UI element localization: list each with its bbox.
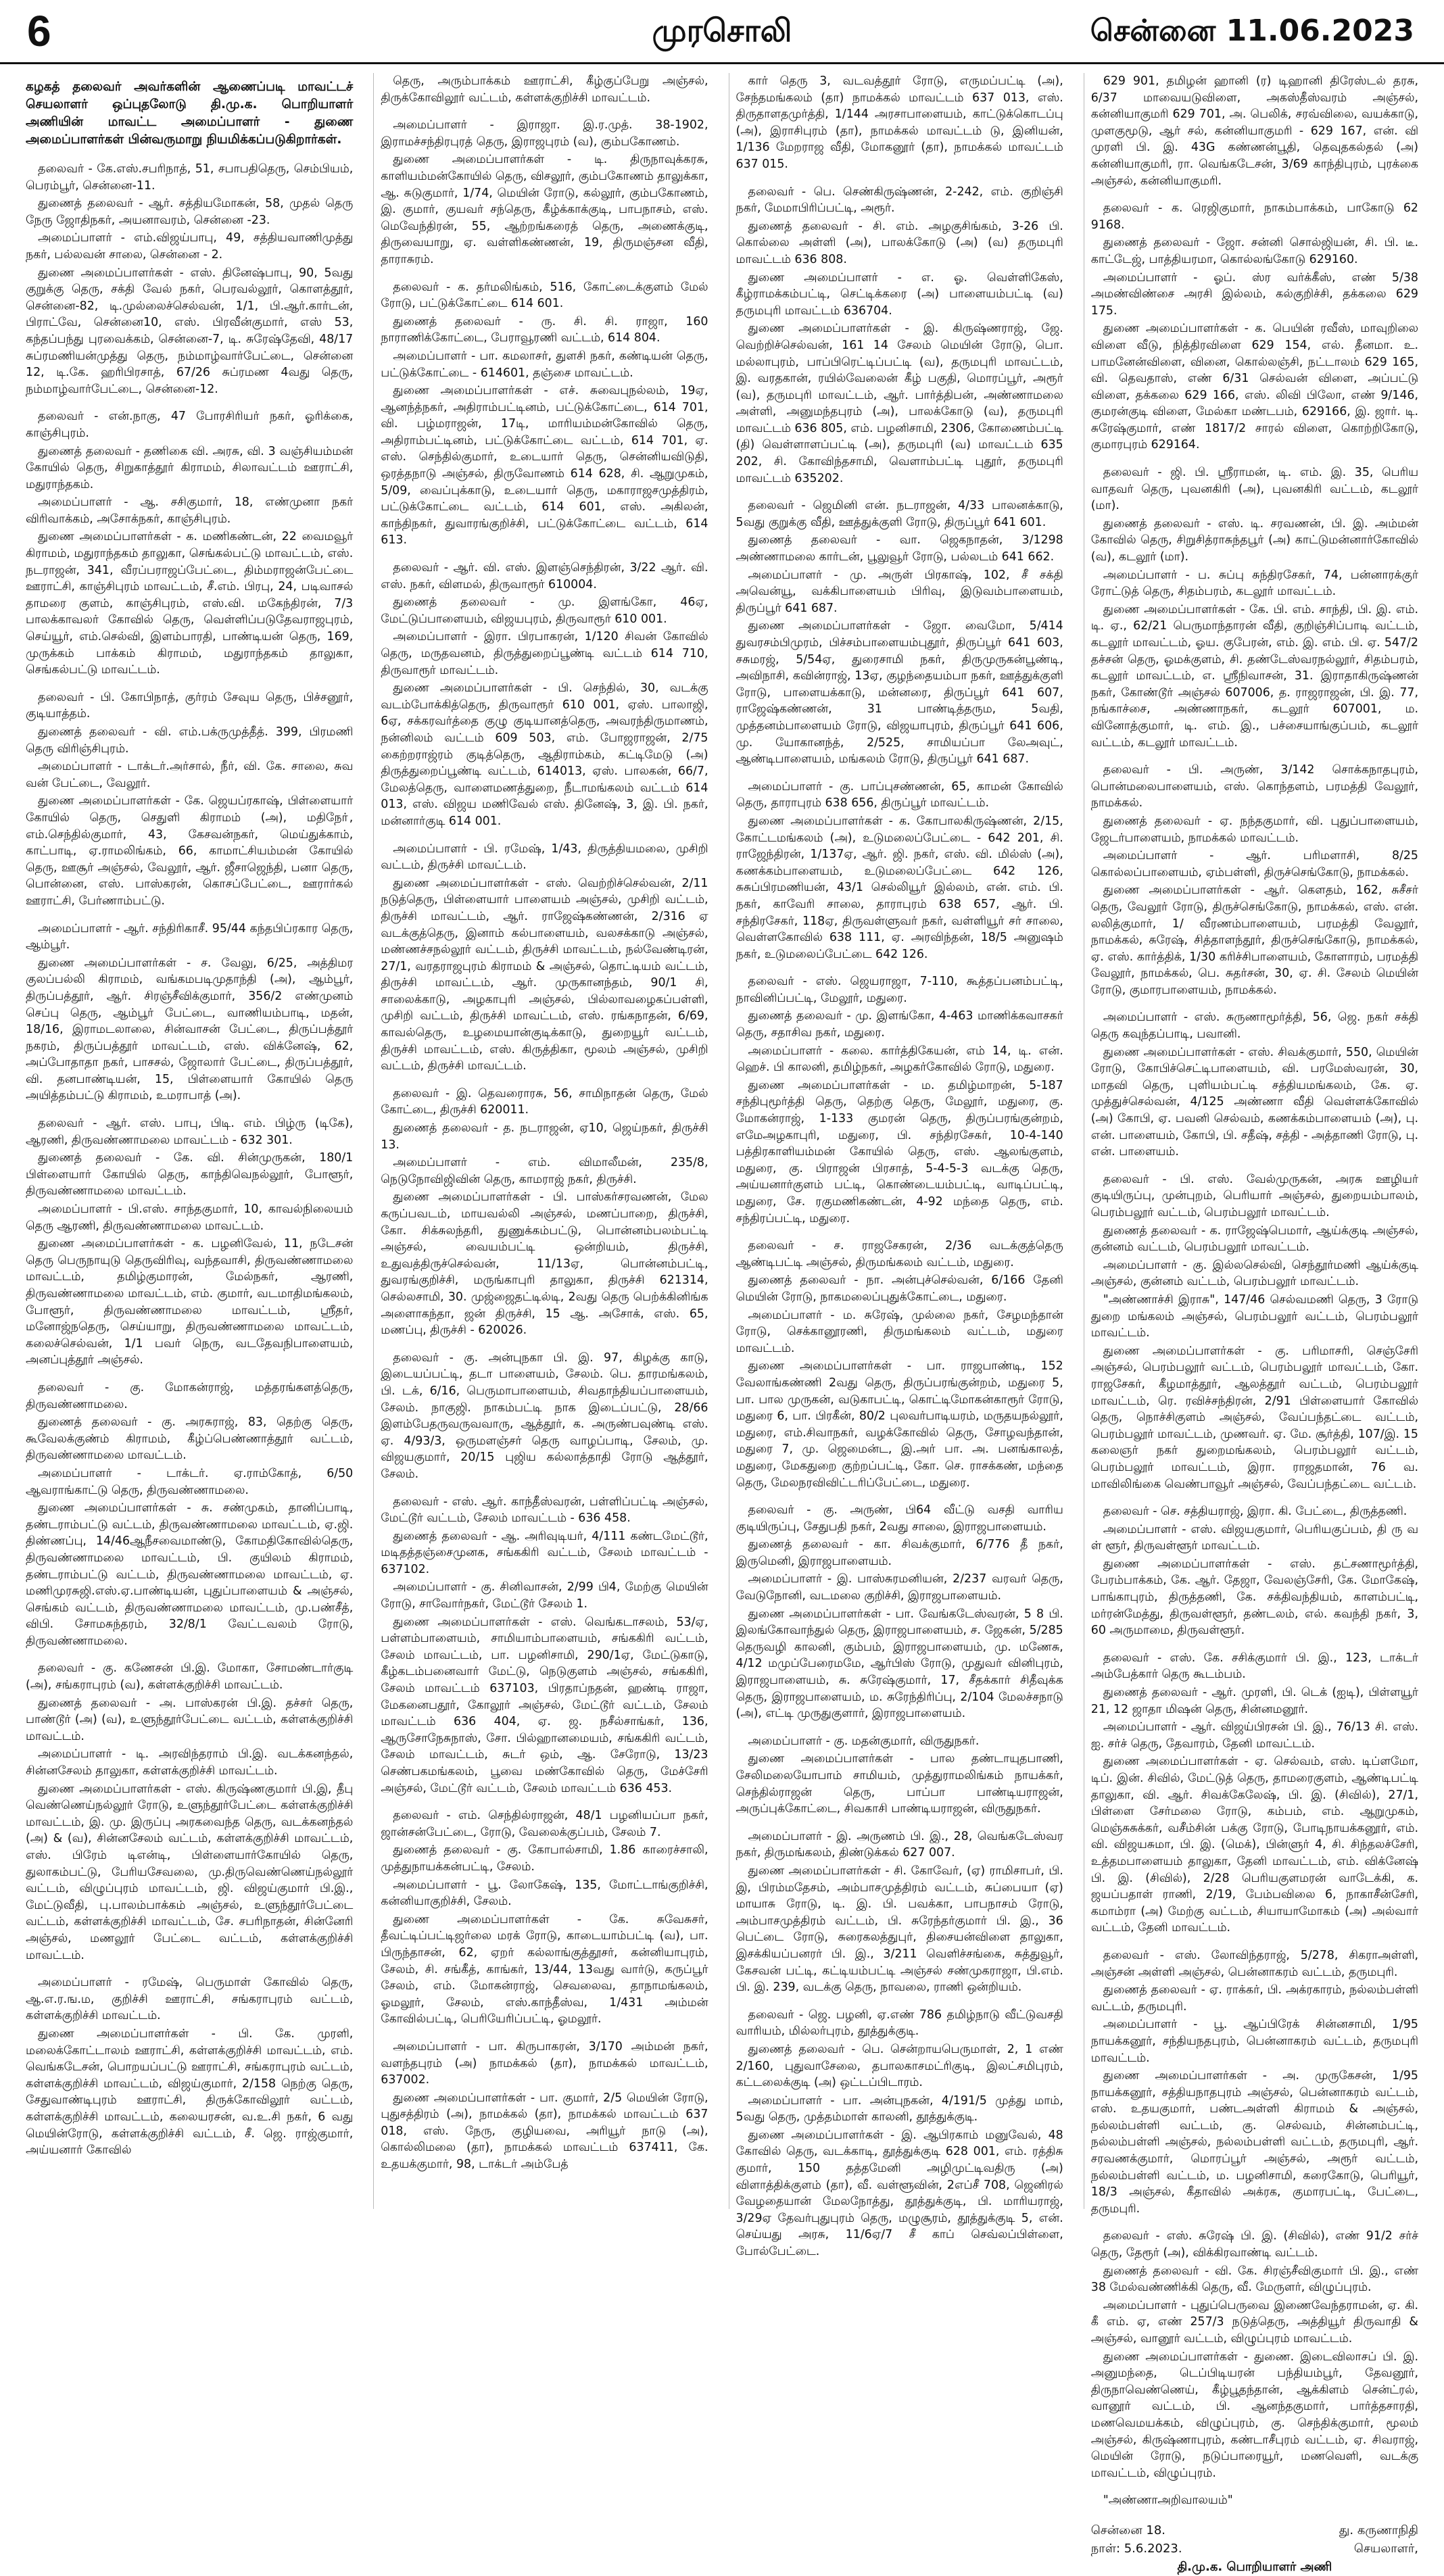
section-gap <box>736 1997 1063 2007</box>
column-3 <box>729 73 1063 2259</box>
page-number: 6 <box>27 7 51 55</box>
listing-paragraph: தலைவர் - கு. அருண், பி64 வீட்டு வசதி வாரிய குடியிருப்பு, சேதுபதி நகர், 2வது சாலை, இராஜபாளையம். <box>736 1503 1063 1534</box>
section-gap <box>1091 752 1418 762</box>
listing-paragraph: தலைவர் - கு. கணேசன் பி.இ. மோகா, சோமண்டார்குடி (அ), சங்கராபுரம் (வ), கள்ளக்குறிச்சி மாவட்டம். <box>26 1661 354 1693</box>
listing-paragraph: தலைவர் - எஸ். சுரேஷ் பி. இ. (சிவில்), எண் 91/2 சர்ச் தெரு, தேரூர் (அ), விக்கிரவாண்டி வட்டம். <box>1090 2229 1418 2260</box>
section-gap <box>381 1484 708 1494</box>
listing-paragraph: தலைவர் - ஆர். வி. எஸ். இளஞ்செந்திரன், 3/22 ஆர். வி. எஸ். நகர், விளமல், திருவாரூர் 610004. <box>381 561 708 591</box>
listing-paragraph: தலைவர் - க. தர்மலிங்கம், 516, கோட்டைக்குளம் மேல் ரோடு, பட்டுக்கோட்டை 614 601. <box>381 280 708 311</box>
section-gap <box>381 1076 708 1086</box>
listing-paragraph: துணைத் தலைவர் - வி. எம்.பக்ருமுத்தீத். 399, பிரமணி தெரு விரிஞ்சிபுரம். <box>26 725 354 756</box>
section-gap <box>1091 1494 1418 1503</box>
listing-paragraph: துணைத் தலைவர் - ஆர். சத்தியமோகன், 58, முதல் தெரு நேரு ஜோதிநகர், அயனாவரம், சென்னை -23. <box>26 197 354 227</box>
listing-paragraph: அமைப்பாளர் - கு. மதன்குமார், விருதுநகர். <box>748 1734 980 1748</box>
listing-paragraph: துணைத் தலைவர் - வி. கே. சிரஞ்சீவிகுமார் பி. இ., எண் 38 மேல்வண்ணிக்கி தெரு, வீ. மேருளர், விழுப்புரம். <box>1090 2264 1418 2295</box>
listing-paragraph: துணை அமைப்பாளர்கள் - பி. பாஸ்கர்சரவணன், மேல கருப்பவடம், மாயவல்லி அஞ்சல், மணப்பாறை, திருச்சி, கோ. சிக்சுலந்தரி, துணுக்கம்பட்டு, பொன்னம்பலம்பட்டி அஞ்சல், வையம்பட்டி ஒன்றியம், திருச்சி, உதுவத்திருச்செல்வன், 11/13ஏ, பொன்னம்பட்டி, துவரங்குறிச்சி, மருங்காபுரி தாலுகா, திருச்சி 621314, செல்லசாமி, 30. முஜ்ஜைதட்டில்டி, 2வது தெரு பெற்க்கினிங்க அளைாகந்தா, ஜன் திருச்சி, 15 ஆ. அசோக், எஸ். 65, மணப்பு, திருச்சி - 620026. <box>381 1190 708 1338</box>
listing-paragraph: தலைவர் - கே.எஸ்.சபரிநாத், 51, சபாபதிதெரு, செம்பியம், பெரம்பூர், சென்னை-11. <box>26 162 354 193</box>
listing-paragraph: துணைத் தலைவர் - ஆ. அரிவுடியர், 4/111 கண்டமேட்டூர், மடிதத்தஞ்சைமுனக, சங்ககிரி வட்டம், சேலம் மாவட்டம் - 637102. <box>381 1529 708 1576</box>
listing-paragraph: துணைத் தலைவர் - ஜோ. சன்னி சொல்ஜியன், சி. பி. டீ. காட்டேஜ், பாத்தியரமா, கொல்லங்கோடு 629160. <box>1090 236 1418 266</box>
listing-paragraph: "அண்ணாஅறிவாலயம்" <box>1103 2494 1233 2508</box>
listing-paragraph: 629 901, தமிழன் ஹானி (ர) டிஹானி திரேஸ்டல் தரசு, 6/37 மாவையடுவிளை, அகஸ்தீஸ்வரம் அஞ்சல், கன்னியாகுமரி 629 701, அ. பெலிக், சரவ்விலை, வயக்காடு, முளகுமூடு, ஆர் சல், கன்னியாகுமரி - 629 167, என். வி முரளி பி. இ. 43G கண்ணன்பூதி, தெவுதகல்தல் (அ) கன்னியாகுமரி, ரா. வெங்கடேசன், 3/69 காந்திபுரம், புரக்கை அஞ்சல், கன்னியாகுமரி. <box>1090 74 1418 188</box>
section-gap <box>381 270 708 279</box>
listing-paragraph: தலைவர் - க. ரெஜிகுமார், நாகம்பாக்கம், பாகோடு 62 9168. <box>1090 201 1418 232</box>
listing-paragraph: துணை அமைப்பாளர்கள் - எஸ். வெற்றிச்செல்வன், 2/11 நடுத்தெரு, பிள்ளையார் பாளையம் அஞ்சல், முசிறி வட்டம், திருச்சி மாவட்டம், ஆர். ராஜேஷ்கண்ணன், 2/316 ஏ வடக்குத்தெரு, இனாம் கல்பாளையம், வலசக்காடு அஞ்சல், மண்ணச்சநல்லூர் வட்டம், திருச்சி மாவட்டம், நல்வேண்டிரன், 27/1, வரதராஜபுரம் கிராமம் & அஞ்சல், தொட்டியம் வட்டம், திருச்சி மாவட்டம், ஆர். முருகானந்தம், 90/1 சி, சாலைக்காடு, அழகாபுரி அஞ்சல், பில்லாவழைகப்பள்ளி, முசிறி வட்டம், திருச்சி மாவட்டம், எஸ். ரங்கநாதன், 6/69, காவல்தெரு, உழமையான்குடிக்காடு, துறையூர் வட்டம், திருச்சி மாவட்டம், எஸ். கிருத்திகா, மூலம் அஞ்சல், முசிறி வட்டம், திருச்சி மாவட்டம். <box>381 876 708 1073</box>
listing-paragraph: துணைத் தலைவர் - கே. வி. சின்முருகன், 180/1 பிள்ளையார் கோயில் தெரு, காந்திவெநல்லூர், போளூர், திருவண்ணாமலை மாவட்டம். <box>26 1151 354 1198</box>
listing-paragraph: துணைத் தலைவர் - மு. இளங்கோ, 4-463 மாணிக்கவாசகர் தெரு, சதாசிவ நகர், மதுரை. <box>736 1009 1063 1040</box>
listing-paragraph: தெரு, அரும்பாக்கம் ஊராட்சி, கீழ்குப்பேறு அஞ்சல், திருக்கோவிலூர் வட்டம், கள்ளக்குறிச்சி மாவட்டம். <box>381 74 708 105</box>
listing-paragraph: தலைவர் - ஆர். எஸ். பாபு, பிடி. எம். பிழ்ரு (டிகே), ஆரணி, திருவண்ணாமலை மாவட்டம் - 632 301. <box>26 1117 354 1147</box>
listing-paragraph: துணைத் தலைவர் - சி. எம். அழகுசிங்கம், 3-26 பி. கொல்லை அள்ளி (அ), பாலக்கோடு (அ) (வ) தருமபுரி மாவட்டம் 636 808. <box>736 219 1063 266</box>
listing-paragraph: அமைப்பாளர் - ம. சுரேஷ், முல்லை நகர், சேழமந்தான் ரோடு, செக்கானூரணி, திருமங்கலம் வட்டம், மதுரை மாவட்டம். <box>736 1308 1063 1355</box>
listing-paragraph: துணை அமைப்பாளர்கள் - க. மணிகண்டன், 22 வைமவூர் கிராமம், மதுராந்தகம் தாலுகா, செங்கல்பட்டு மாவட்டம், எஸ். நடராஜன், 341, வீரப்பராஜப்பேட்டை, திம்மராஜன்பேட்டை ஊராட்சி, காஞ்சிபுரம் மாவட்டம், சீ.எம். பிரபு, 24, படிவாசல் தாமரை குளம், காஞ்சிபுரம், எஸ்.வி. மகேந்திரன், 7/3 பாலக்காவலர் கோவில் தெரு, வெள்ளிப்படுதேவராஜபுரம், செய்யூர், எம்.செல்வி, இளம்பாரதி, பாண்டியன் தெரு, 169, முருக்கம் பாக்கம் கிராமம், மதுராந்தகம் தாலுகா, செங்கல்பட்டு மாவட்டம். <box>26 530 354 677</box>
listing-paragraph: தலைவர் - கு. அன்புநகா பி. இ. 97, கிழக்கு காடு, இடையப்பட்டி, தடா பாளையம், சேலம். பெ. தாரமங்கலம், பி. டக், 6/16, பெருமாபாளையம், சிவதாந்தியப்பாளையம், சேலம். நாகுஜி. நாகம்பட்டி நாக இடைப்பட்டு, 28/66 இளம்பேதருவருவவாரு, ஆத்தூர், க. அருண்பவுண்டி எஸ். ஏ. 4/93/3, ஒருமளஞ்சர் தெரு வாழப்பாடி, சேலம், மு. விஜயகுமார், 20/15 புஜிய கல்லாத்தாதி ரோடு ஆத்தூர், சேலம். <box>381 1351 708 1481</box>
listing-paragraph: அமைப்பாளர் - கு. சினிவாசன், 2/99 பி4, மேற்கு மெயின் ரோடு, சாவோர்நகர், மேட்டூர் சேலம் 1. <box>381 1580 708 1611</box>
section-gap <box>1091 1162 1418 1171</box>
page-header <box>0 0 1444 64</box>
announcement-intro: கழகத் தலைவர் அவர்களின் ஆணைப்படி மாவட்டச் செயலாளர் ஒப்புதலோடு தி.மு.க. பொறியாளர் அணியின் மாவட்ட அமைப்பாளர் - துணை அமைப்பாளர்கள் பின்வருமாறு நியமிக்கப்படுகிறார்கள். <box>26 80 354 147</box>
signatory-post: செயலாளர், <box>1353 2541 1418 2556</box>
listing-paragraph: துணை அமைப்பாளர்கள் - கே. பி. எம். சாந்தி, பி. இ. எம். டி. ஏ., 62/21 பெருமாந்தாரன் வீதி, குறிஞ்சிப்பாடி வட்டம், கடலூர் மாவட்டம், ஓய. குபேரன், எம். இ. எம். பி. ஏ. 547/2 தச்சன் தெரு, ஓமக்குளம், சி. தண்டேஸ்வரநல்லூர், சிதம்பரம், கடலூர் மாவட்டம், எ. ஸ்ரீநிவாசன், 31. இராதாகிருஷ்ணன் நகர், கோண்டூர் அஞ்சல் 607006, த. ராஜராஜன், பி. இ. 77, நங்காச்சை, அண்ணாநகர், கடலூர் 607001, ம. வினோத்குமார், டி. எம். இ., பச்சையாங்குப்பம், கடலூர் வட்டம், கடலூர் மாவட்டம். <box>1090 602 1418 750</box>
listing-paragraph: தலைவர் - ஜெமினி என். நடராஜன், 4/33 பாலனக்காடு, 5வது குறுக்கு வீதி, ஊத்துக்குளி ரோடு, திருப்பூர் 641 601. <box>736 499 1063 529</box>
listing-paragraph: அமைப்பாளர் - கு. பாப்புசண்ணன், 65, காமன் கோவில் தெரு, தாராபுரம் 638 656, திருப்பூர் மாவட்டம். <box>736 779 1063 810</box>
section-gap <box>1091 1938 1418 1947</box>
section-gap <box>381 1798 708 1807</box>
listing-paragraph: "அண்ணாச்சி இராசு", 147/46 செல்வமணி தெரு, 3 ரோடு துறை மங்கலம் அஞ்சல், பெரம்பலூர் வட்டம், பெரம்பலூர் மாவட்டம். <box>1090 1292 1418 1340</box>
listing-paragraph: துணை அமைப்பாளர்கள் - எஸ். கிருஷ்ணகுமார் பி.இ, தீபு வெண்ணெய்நல்லூர் ரோடு, உளுந்தூர்பேட்டை கள்ளக்குறிச்சி மாவட்டம், இ. மு. இருப்பு அரகவைந்த தெரு, வடக்கனந்தல் (அ) & (வ), சின்னசேலம் வட்டம், கள்ளக்குறிச்சி மாவட்டம், எஸ். பிரேம் டிஎன்டி, பிள்ளையார்கோயில் தெரு, துலாகம்பட்டு, பேரியசேவலை, மு.திருவெண்ணெய்நல்லூர் வட்டம், விழுப்புரம் மாவட்டம், ஜி. விஜய்குமார் பி.இ., மேட்டுவீதி, பு.பாலம்பாக்கம் அஞ்சல், உளுந்தூர்பேட்டை வட்டம், கள்ளக்குறிச்சி மாவட்டம், சே. சபரிநாதன், சின்னேரி அஞ்சல், மணலூர் பேட்டை வட்டம், கள்ளக்குறிச்சி மாவட்டம். <box>26 1782 354 1962</box>
listing-paragraph: துணை அமைப்பாளர்கள் - அ. முருகேசன், 1/95 நாயக்கனூர், சத்தியநாதபுரம் அஞ்சல், பென்னாகரம் வட்டம், எஸ். உதயகுமார், பண்டஅள்ளி கிராமம் & அஞ்சல், நல்லம்பள்ளி வட்டம், கு. செல்வம், சின்னம்பட்டி, நல்லம்பள்ளி அஞ்சல், நல்லம்பள்ளி வட்டம், தருமபுரி, ஆர். சரவணக்குமார், மொரப்பூர் அஞ்சல், அரூர் வட்டம், நல்லம்பள்ளி வட்டம், ம. பழனிசாமி, கரைகோடு, பெரியூர், 18/3 அஞ்சல், கீதாவில் அக்ரக, குமாரபட்டி, பேட்டை, தருமபுரி. <box>1090 2069 1418 2216</box>
listing-paragraph: அமைப்பாளர் - ஆர். பரிமளாசி, 8/25 கொல்லப்பாளையம், ஏம்பள்ளி, திருச்செங்கோடு, நாமக்கல். <box>1090 849 1418 879</box>
listing-paragraph: அமைப்பாளர் - ஆர். விஜய்பிரசன் பி. இ., 76/13 சி. எஸ். ஐ. சர்ச் தெரு, தேவாரம், தேனி மாவட்டம். <box>1090 1720 1418 1751</box>
signature-block <box>1091 2521 1418 2576</box>
section-gap <box>381 1340 708 1350</box>
section-gap <box>26 1965 353 1974</box>
listing-paragraph: துணை அமைப்பாளர்கள் - கு. பரிமாசரி, செஞ்சேரி அஞ்சல், பெரம்பலூர் வட்டம், பெரம்பலூர் மாவட்டம், கோ. ராஜசேகர், கீழமாத்தூர், ஆலத்தூர் வட்டம், பெரம்பலூர் மாவட்டம், ரெ. ரவிச்சந்திரன், 2/91 பிள்ளையார் கோவில் தெரு, நொச்சிகுளம் அஞ்சல், வேப்பந்தட்டை வட்டம், பெரம்பலூர் மாவட்டம், முணவர். ஏ. மே. சூர்த்தி, 107/இ. 15 கலைஞர் நகர் துறைமங்கலம், பெரம்பலூர் வட்டம், பெரம்பலூர் மாவட்டம், இரா. ராஜதமான், 76 வ. மாவிலிங்கை வெண்பாவூர் அஞ்சல், வேப்பந்தட்டை வட்டம். <box>1090 1344 1418 1491</box>
column-body <box>736 73 1063 2260</box>
listing-paragraph: துணைத் தலைவர் - மு. இளங்கோ, 46ஏ, மேட்டுப்பாளையம், விஜயபுரம், திருவாரூர் 610 001. <box>381 596 708 626</box>
section-gap <box>1091 2483 1418 2492</box>
section-gap <box>736 1228 1063 1238</box>
section-gap <box>381 2029 708 2039</box>
signature-row-2 <box>1091 2539 1418 2558</box>
section-gap <box>736 964 1063 973</box>
listing-paragraph: அமைப்பாளர் - எஸ். விஜயகுமார், பெரியகுப்பம், தி ரு வ ள் ளூர், திருவள்ளூர் மாவட்டம். <box>1090 1522 1418 1553</box>
listing-paragraph: துணை அமைப்பாளர்கள் - துணை. இடைவிலாசப் பி. இ. அனுமந்தை, டெப்பிடியரன் பந்தியம்பூர், தேவனூர், திருநாவெண்ணெய், கீழ்பூதந்தான், ஆக்கிளம் சென்ட்ரல், வானூர் வட்டம், பி. ஆனந்தகுமார், பார்த்தசாரதி, மணவெமயக்கம், விழுப்புரம், கு. செந்திக்குமார், மூலம் அஞ்சல், கிருஷ்ணாபுரம், கண்டாசீபுரம் வட்டம், ஏ. சிவராஜ், மெயின் ரோடு, நடுப்பாரையூர், மணவெளி, வடக்கு மாவட்டம், விழுப்புரம். <box>1090 2350 1418 2480</box>
listing-paragraph: தலைவர் - என்.நாகு, 47 போரசிரியர் நகர், ஓரிக்கை, காஞ்சிபுரம். <box>26 410 354 440</box>
section-gap <box>736 1724 1063 1733</box>
listing-paragraph: துணை அமைப்பாளர் - எ. ஓ. வெள்ளிகேஸ், கீழ்ராமக்கம்பட்டி, செட்டிக்கரை (அ) பாளையம்பட்டி (வ) தருமபுரி மாவட்டம் 636704. <box>736 270 1063 318</box>
section-gap <box>26 680 353 689</box>
listing-paragraph: துணைத் தலைவர் - வா. ஜெகநாதன், 3/1298 அண்ணாமலை கார்டன், பூலுவூர் ரோடு, பல்லடம் 641 662. <box>736 533 1063 564</box>
listing-paragraph: துணை அமைப்பாளர்கள் - கே. ஜெயப்ரகாஷ், பிள்ளையார் கோயில் தெரு, செதுளி கிராமம் (அ), மதிநோ், எம்.செந்தில்குமார், 43, கேசவன்நகர், மெய்துக்காம், காட்பாடி, ஏ.ராமலிங்கம், 66, காமாட்சியம்மன் கோயில் தெரு, ஊசூர் அஞ்சல், வேலூர், ஆர். ஜீசாஜெந்தி, பனா தெரு, பொன்னை, எஸ். பாஸ்கரன், கொசப்பேட்டை, ஊரார்கல் ஊராட்சி, பேர்ணாம்பட்டு. <box>26 794 354 908</box>
signatory-name: து. கருணாநிதி <box>1339 2523 1418 2537</box>
listing-paragraph: துணை அமைப்பாளர்கள் - பா. வேங்கடேஸ்வரன், 5 8 பி. இலங்கோவாந்துல் தெரு, இராஜபாளையம், ச. ஜேகன், 5/285 தெருவழி காலனி, கும்பம், இராஜபாளையம், மு. மணேசு, 4/12 மமுப்பேரைமமே, ஆர்பிஸ் ரோடு, முதுவர் வினிபுரம், இராஜபாளையம், சு. சுரேஷ்குமார், 17, சீதக்கார் சிதீவுக்க தெரு, இராஜபாளையம், ம. சுரேந்திரிப்பு, 2/104 மேலச்சநாடு (அ), எட்டி முருதுகுளார், இராஜபாளையம். <box>736 1607 1063 1721</box>
section-gap <box>736 174 1063 184</box>
section-gap <box>1091 191 1418 200</box>
listing-paragraph: துணை அமைப்பாளர்கள் - ஜோ. வைமோ, 5/414 துவரசம்பிமுரம், பிச்சம்பாளையம்புதூர், திருப்பூர் 641 603, சசுமரஜ், 5/54ஏ, துரைசாமி நகர், திருமுருகன்பூண்டி, அவிநாசி, கவின்ராஜ், 13ஏ, குழந்தையம்பா நகர், ஊத்துக்குளி ரோடு, பாளையக்காடு, மன்னரை, திருப்பூர் 641 607, ராஜேஷ்கண்ணன், 31 பாண்டித்தரும, 5வதி, முத்தனம்பாளையம் ரோடு, விஜயாபுரம், திருப்பூர் 641 606, மு. யோகானந்த், 2/525, சாமியப்பா லேஅவுட், ஆண்டிபாளையம், மங்கலம் ரோடு, திருப்பூர் 641 687. <box>736 619 1063 767</box>
column-body <box>1091 73 1418 2509</box>
listing-paragraph: துணைத் தலைவர் - அ. பாஸ்கரன் பி.இ. தச்சர் தெரு, பாண்டூர் (அ) (வ), உளுந்தூர்பேட்டை வட்டம், கள்ளக்குறிச்சி மாவட்டம். <box>26 1696 354 1743</box>
listing-paragraph: துணை அமைப்பாளர்கள் - சி. கோவேர், (ஏ) ராமிசாபர், பி. இ, பிரம்மதேசம், அம்பாசமுத்திரம் வட்டம், சுப்பையா (ஏ) மாயாசு ரோடு, டி. இ. பி. பவக்கா, பாபநாசம் ரோடு, அம்பாசமுத்திரம் வட்டம், பி. சுரேந்தர்குமார் பி. இ., 36 பெட்டை ரோடு, சுரைகலத்துபுர், திசையன்விளை தாலுகா, இசக்கியப்பனரர் பி. இ., 3/211 வெளிச்சங்கை, சுத்துவூர், கேசவன் பட்டி, கட்டியம்பட்டி அஞ்சல் சண்முகராஜா, பி.எம். பி. இ. 239, வடக்கு தெரு, நாவலை, ராணி ஒன்றியம். <box>736 1864 1063 1995</box>
listing-paragraph: அமைப்பாளர் - இரா. பிரபாகரன், 1/120 சிவன் கோவில் தெரு, மருதவனம், திருத்துறைப்பூண்டி வட்டம் 614 710, திருவாரூர் மாவட்டம். <box>381 630 708 677</box>
listing-paragraph: அமைப்பாளர் - டாக்டர். ஏ.ராம்கோத், 6/50 ஆவராங்காட்டு தெரு, திருவண்ணாமலை. <box>26 1466 354 1497</box>
section-gap <box>1091 2218 1418 2228</box>
listing-paragraph: துணை அமைப்பாளர்கள் - க. பெயின் ரவீஸ், மாவுறிலை விளை வீடு, நித்திரவிளை 629 154, எல். தீனமா. உ. பாமனேன்விளை, வினை, கொல்லஞ்சி, நட்டாலம் 629 165, வி. தெவதாஸ், எண் 6/31 செல்வன் விளை, அப்பட்டு விளை, தக்கலை 629 166, எஸ். லிவி பிலோ, எண் 9/146, குமரன்குடி விளை, மேல்கா மண்டபம், 629166, இ. ஜார். டி. சுரேஷ்குமார், எண் 1817/2 சாரல் விளை, கொற்றிகோடு, குமாரபுரம் 629164. <box>1090 322 1418 452</box>
listing-paragraph: துணை அமைப்பாளர்கள் - இ. ஆபிரகாம் மனுவேல், 48 கோவில் தெரு, வடக்காடி, தூத்துக்குடி 628 001, எம். ரத்திசு குமார், 150 தத்தமேனி அழிமுட்டிவதிரு (அ) விளாத்திக்குளம் (தா), வீ. வள்ளூவின், 2எப்சீ 708, ஜெனிரல் வேழதையான் மேலநோத்து, தூத்துக்குடி, பி. மாரியராஜ், 3/29ஏ தேவர்புதுபுரம் தெரு, மழுசூரம், தூத்துக்குடி 5, என். செய்யது அரசு, 11/6ஏ/7 சீ காப் செவ்லப்பிள்ளை, போல்பேட்டை. <box>736 2128 1063 2259</box>
section-gap <box>1091 455 1418 464</box>
listing-paragraph: தலைவர் - கு. மோகன்ராஜ், மத்தரங்களத்தெரு, திருவண்ணாமலை. <box>26 1380 354 1411</box>
listing-paragraph: அமைப்பாளர் - இ. பாஸ்சுரமனியன், 2/237 வரவர் தெரு, வேடுநோனி, வடமலை குறிச்சி, இராஜபாளையம். <box>736 1572 1063 1603</box>
listing-paragraph: அமைப்பாளர் - கலை. கார்த்திகேயன், எம் 14, டி. என். ஹெச். பி காலனி, தமிழ்நகர், அழகர்கோவில் ரோடு, மதுரை. <box>736 1044 1063 1075</box>
listing-paragraph: அமைப்பாளர் - கு. இல்லசெல்வி, செந்தூர்மணி ஆய்க்குடி அஞ்சல், குன்னம் வட்டம், பெரம்பலூர் மாவட்டம். <box>1090 1258 1418 1289</box>
listing-paragraph: அமைப்பாளர் - இ. அருணம் பி. இ., 28, வெங்கடேஸ்வர நகர், திருமங்கலம், திண்டுக்கல் 627 007. <box>736 1829 1063 1860</box>
section-gap <box>736 1819 1063 1828</box>
listing-paragraph: அமைப்பாளர் - பி. ரமேஷ், 1/43, திருத்தியமலை, முசிறி வட்டம், திருச்சி மாவட்டம். <box>381 842 708 873</box>
listing-paragraph: அமைப்பாளர் - எம்.விஜய்பாபு, 49, சத்தியவாணிமுத்து நகர், பல்லவன் சாலை, சென்னை - 2. <box>26 231 354 262</box>
article-columns <box>26 73 1418 2574</box>
section-gap <box>26 399 353 408</box>
listing-paragraph: தலைவர் - எம். செந்தில்ராஜன், 48/1 பழனியப்பா நகர், ஜான்சன்பேட்டை, ரோடு, வேலைக்குப்பம், சேலம் 7. <box>381 1809 708 1839</box>
column-2 <box>373 73 708 2209</box>
signature-date: நாள்: 5.6.2023. <box>1090 2541 1182 2556</box>
listing-paragraph: தலைவர் - பெ. செண்கிருஷ்ணன், 2-242, எம். குறிஞ்சி நகர், மேமாபிரிப்பட்டி, அரூர். <box>736 185 1063 216</box>
listing-paragraph: தலைவர் - எஸ். கே. சசிக்குமார் பி. இ., 123, டாக்டர் அம்பேத்கார் தெரு கூடம்பம். <box>1090 1651 1418 1682</box>
listing-paragraph: துணை அமைப்பாளர்கள் - பா. குமார், 2/5 மெயின் ரோடு, புதுசத்திரம் (அ), நாமக்கல் (தா), நாமக்கல் மாவட்டம் 637 018, எஸ். நேரு, குழியவை, அரியூர் நாடு (அ), கொல்லிமலை (தா), நாமக்கல் மாவட்டம் 637411, கே. உதயக்குமார், 98, டாக்டர் அம்பேத் <box>381 2091 708 2172</box>
listing-paragraph: அமைப்பாளர் - மு. அருள் பிரகாஷ், 102, சீ சக்தி அவென்யூ, வக்கிபாளையம் பிரிவு, இடுவம்பாளையம், திருப்பூர் 641 687. <box>736 568 1063 615</box>
listing-paragraph: துணை அமைப்பாளர்கள் - பா. ராஜபாண்டி, 152 வேலாங்கண்ணி 2வது தெரு, திருப்பரங்குன்றம், மதுரை 5, பா. பால முருகன், வடுகாபட்டி, கொட்டிமோகன்காரூர் ரோடு, மதுரை 6, பா. பிரகீன், 80/2 புலவர்பாடியரம், மருதயநல்லூர், மதுரை, எம்.சிவாநகர், வழக்கோவில் தெரு, சோழவந்தான், மதுரை 7, மு. ஜெமைன்ட, இ.அர் பா. அ. பனங்காலத், மதுரை, மேகதுறை குற்றப்பட்டி, கோ. செ. ராசக்கண், மந்தை தெரு, மேலநரவிவிட்டரிப்பேட்டை, மதுரை. <box>736 1359 1063 1490</box>
listing-paragraph: தலைவர் - பி. எஸ். வேல்முருகன், அரசு ஊழியர் குடியிருப்பு, முன்புறம், பெரியார் அஞ்சல், துறையம்பாலம், பெரம்பலூர் வட்டம், பெரம்பலூர் மாவட்டம். <box>1090 1172 1418 1219</box>
listing-paragraph: துணை அமைப்பாளர்கள் - ம. தமிழ்மாறன், 5-187 சந்திபுமூர்த்தி தெரு, தெற்கு தெரு, மேலூர், மதுரை, கு. மோகன்ராஜ், 1-133 குமரன் தெரு, திருப்பரங்குன்றம், எமேஅழகாபுரி, மதுரை, பி. சந்திரசேகர், 10-4-140 பத்திரகாளியம்மன் கோயில் தெரு, எஸ். ஆலங்குளம், மதுரை, கு. பிராஜன் பிரசாத், 5-4-5-3 வடக்கு தெரு, அய்யனார்குளம் பட்டி, கொண்டையம்பட்டி, வாடிப்பட்டி, மதுரை, சே. ரகுமணிகண்டன், 4-92 மந்தை தெரு, எம். சந்திரப்பட்டி, மதுரை. <box>736 1078 1063 1225</box>
section-gap <box>26 1370 353 1380</box>
listing-paragraph: துணைத் தலைவர் - ஏ. நந்தகுமார், வி. புதுப்பாளையம், ஜேடர்பாளையம், நாமக்கல் மாவட்டம். <box>1090 814 1418 845</box>
listing-paragraph: அமைப்பாளர் - பி.எஸ். சாந்தகுமார், 10, காவல்நிலையம் தெரு ஆரணி, திருவண்ணாமலை மாவட்டம். <box>26 1202 354 1233</box>
listing-paragraph: தலைவர் - ஜெ. பழனி, ஏ.எண் 786 தமிழ்நாடு வீட்டுவசதி வாரியம், மில்லர்புரம், தூத்துக்குடி. <box>736 2008 1063 2039</box>
section-gap <box>736 488 1063 497</box>
listing-paragraph: துணைத் தலைவர் - எஸ். டி. சரவணன், பி. இ. அம்மன் கோவில் தெரு, சிறுசித்ராசுந்தபூர் (அ) காட்டுமன்னார்கோவில் (வ), கடலூர் (மா). <box>1090 516 1418 564</box>
listing-paragraph: துணை அமைப்பாளர்கள் - எச். சுவைபுநல்லம், 19ஏ, ஆனந்த்நகர், அதிராம்பட்டினம், பட்டுக்கோட்டை, 614 701, வி. பழ்மராஜன், 17டி, மாரியம்மன்கோவில் தெரு, அதிராம்பட்டினம், பட்டுக்கோட்டை வட்டம், 614 701, ஏ. எஸ். செந்தில்குமார், உடையார் தெரு, சென்னியவிடுதி, ஒரத்தநாடு அஞ்சல், திருவோணம் 614 628, சி. ஆறுமுகம், 5/09, வைப்புக்காடு, உடையார் தெரு, மகாராஜசமுத்திரம், பட்டுக்கோட்டை வட்டம், 614 601, எஸ். அகிலன், காந்திநகர், துவாரங்குறிச்சி, பட்டுக்கோட்டை வட்டம், 614 613. <box>381 384 708 548</box>
listing-paragraph: அமைப்பாளர் - ரமேஷ், பெருமாள் கோவில் தெரு, ஆ.எ.ர.ங.ம, குறிச்சி ஊராட்சி, சங்கராபுரம் வட்டம், கள்ளக்குறிச்சி மாவட்டம். <box>26 1976 354 2023</box>
listing-paragraph: துணை அமைப்பாளர்கள் - பி. கே. முரளி, மலைக்கோட்டாலம் ஊராட்சி, கள்ளக்குறிச்சி மாவட்டம், எம். வெங்கடேசன், பொறயப்பட்டு ஊராட்சி, சங்கராபுரம் வட்டம், கள்ளக்குறிச்சி மாவட்டம், விஜய்குமார், 2/158 நெற்கு தெரு, சேதுவாண்டிபுரம் ஊராட்சி, திருக்கோவிலூர் வட்டம், கள்ளக்குறிச்சி மாவட்டம், கலையரசன், வ.உ.சி நகர், 6 வது மெயின்ரோடு, கள்ளக்குறிச்சி வட்டம், சீ. ஜெ. ராஜ்குமார், அய்யனார் கோவில் <box>26 2026 354 2158</box>
listing-paragraph: துணை அமைப்பாளர்கள் - எஸ். வெங்கடாசலம், 53/ஏ, பள்ளம்பாளையம், சாமியாம்பாளையம், சங்ககிரி வட்டம், சேலம் மாவட்டம், பா. பழனிசாமி, 290/1ஏ, மேட்டுகாடு, கீழ்கடம்பனைவார் மேட்டு, நெடுகுளம் அஞ்சல், சங்ககிரி, சேலம் மாவட்டம் 637103, பிரதாப்நதன், ஹண்டி ராஜா, மேகனைபதூர், கோலூர் அஞ்சல், மேட்டூர் வட்டம், சேலம் மாவட்டம் 636 404, ஏ. ஜ. நசீல்சாங்கர், 136, ஆருசோநேசுநாஸ், சோ. பில்ஹானமையம், சங்ககிரி வட்டம், சேலம் மாவட்டம், சுடர் ஒம், ஆ. சேரோடு, 13/23 செண்பகமங்கலம், பூவை மண்கோவில் தெரு, மேச்சேரி அஞ்சல், மேட்டூர் வட்டம், சேலம் மாவட்டம் 636 453. <box>381 1615 708 1795</box>
listing-paragraph: அமைப்பாளர் - ஆர். சந்திரிகாசீ. 95/44 கந்தபிப்ரகார தெரு, ஆம்பூர். <box>26 921 354 952</box>
listing-paragraph: துணைத் தலைவர் - ஏ. ராக்கர், பி. அக்ரகாரம், நல்லம்பள்ளி வட்டம், தருமபுரி. <box>1090 1983 1418 2014</box>
listing-paragraph: அமைப்பாளர் - ஓப். ஸ்ர வர்க்கீஸ், எண் 5/38 அமண்விண்சை அரசி இல்லம், கல்குறிச்சி, தக்கலை 629 175. <box>1090 270 1418 318</box>
section-gap <box>26 911 353 921</box>
listing-paragraph: அமைப்பாளர் - பூ. லோகேஷ், 135, மோட்டாங்குறிச்சி, கன்னியாகுறிச்சி, சேலம். <box>381 1878 708 1909</box>
newspaper-masthead: முரசொலி <box>652 12 792 49</box>
column-4 <box>1084 73 1418 2574</box>
edition-dateline: சென்னை 11.06.2023 <box>1090 14 1414 48</box>
listing-paragraph: துணைத் தலைவர் - ஆர். முரளி, பி. டெக் (ஐடி), பிள்ளயூர் 21, 12 ஜாதா மிஷன் தெரு, சின்னமனூர். <box>1090 1686 1418 1716</box>
listing-paragraph: துணை அமைப்பாளர்கள் - க. கோபாலகிருஷ்ணன், 2/15, கோட்டமங்கலம் (அ), உடுமலைப்பேட்டை - 642 201, சி. ராஜேந்திரன், 1/137ஏ, ஆர். ஜி. நகர், எஸ். வி. மில்ஸ் (அ), கணக்கம்பாளையம், உடுமலைப்பேட்டை 642 126, சுசுப்பிரமணியன், 43/1 செல்லியூர் இல்லம், என். எம். பி. நகர், காவேரி சாலை, தாராபுரம் 638 657, ஆர். பி. சந்திரசேகர், 118ஏ, திருவள்ளுவர் நகர், வள்ளியூர் சர் சாலை, வெள்ளகோவில் 638 111, ஏ. அரவிந்தன், 18/5 அனுஷம் நகர், உடுமலைப்பேட்டை 642 126. <box>736 814 1063 961</box>
listing-paragraph: துணை அமைப்பாளர்கள் - ச. வேலு, 6/25, அத்திமர குலப்பல்லி கிராமம், வங்கமபடிமுதாந்தி (அ), ஆம்பூர், திருப்பத்தூர், ஆர். சிரஞ்சீவிக்குமார், 356/2 எண்முனம் செப்பு தெரு, ஆம்பூர் பேட்டை, வாணியம்பாடி, மதன், 18/16, இராமடலாலை, சின்வாசன் பேட்டை, திருப்பத்தூர் நகரம், திருப்பத்தூர் மாவட்டம், எஸ். விக்னேஷ், 62, அப்போதாதா நகர், பாசசல், ஜோலார் பேட்டை, திருப்பத்தூர், வி. தனபாண்டியன், 15, பிள்ளையார் கோயில் தெரு அயித்தம்பட்டு கிராமம், உமராபாத் (அ). <box>26 956 354 1103</box>
listing-paragraph: தலைவர் - இ. தெவரைாரசு, 56, சாமிநாதன் தெரு, மேல் கோட்டை, திருச்சி 620011. <box>381 1086 708 1117</box>
signature-row-1 <box>1091 2521 1418 2539</box>
column-1 <box>26 73 353 2209</box>
listing-paragraph: துணை அமைப்பாளர்கள் - பி. செந்தில், 30, வடக்கு வடம்போக்கித்தெரு, திருவாரூர் 610 001, ஏஸ். பாலாஜி, 6ஏ, சக்கரவர்த்தை குழு குடியானத்தெரு, அவரந்திருமாணம், நன்னிலம் வட்டம் 609 503, எம். போஜராஜன், 2/75 கைற்றராஜ்ரம் குடித்தெரு, ஆதிராம்கம், கட்டிமேடு (அ) திருத்துறைப்பூண்டி வட்டம், 614013, ஏஸ். பாலகன், 66/7, மேலத்தெரு, வாளைமணத்துறை, நீடாமங்கலம் வட்டம் 614 013, எஸ். விஜய மணிவேல் எஸ். தினேஷ், 3, இ. பி. நகர், மன்னார்குடி 614 001. <box>381 681 708 828</box>
section-gap <box>381 107 708 117</box>
listing-paragraph: துணை அமைப்பாளர்கள் - ஏ. செல்வம், எஸ். டிப்ளமோ, டிப். இன். சிவில், மேட்டுத் தெரு, தாமரைகுளம், ஆண்டிபட்டி தாலுகா, வி. ஆர். சிவக்கேலேஷ், பி. இ. (சிவில்), 27/1, பிள்ளை சேர்மலை ரோடு, கம்பம், எம். ஆறுமுகம், மெஞ்சுசுக்கர், வசீம்சின் பக்கு ரோடு, போடிநாயக்கனூர், எம். வி. விஜயசுமா, பி. இ. (மெக்), பின்ளுர் 4, சி. சிந்தலச்சேரி, உத்தமபாளையம் தாலுகா, தேனி மாவட்டம், எம். விக்னேஷ் பி. இ. (சிவில்), 2/28 பெரியகுளமரன் வாடேக்கி, க. ஜயப்பதாள் ராணி, 2/19, பேம்பவிலை 6, நாகாசீன்சேரி, கமாம்ரா (அ) மேற்கு வட்டம், சியாயாமோகம் (அ) அல்வார் வட்டம், தேனி மாவட்டம். <box>1090 1755 1418 1935</box>
listing-paragraph: துணை அமைப்பாளர்கள் - பால தண்டாயுதபாணி, சேலிமலையோபாம் சாமியம், முத்துராமலிங்கம் நாயக்கர், செந்தில்ராஜன் தெரு, பாப்பா பாண்டியராஜன், அருப்புக்கோட்டை, சிவகாசி பாண்டியராஜன், விருதுநகர். <box>736 1752 1063 1816</box>
listing-paragraph: கார் தெரு 3, வடவத்தூர் ரோடு, எருமப்பட்டி (அ), சேந்தமங்கலம் (தா) நாமக்கல் மாவட்டம் 637 013, எஸ். திருதாளதமுர்த்தி, 1/144 அரசாபாளையம், காட்டுக்கொடப்பு (அ), இராசிபுரம் (தா), நாமக்கல் மாவட்டம் டு, இனியன், 1/136 மேறராஜ வீதி, மோகனூர் (தா), நாமக்கல் மாவட்டம் 637 015. <box>736 74 1063 171</box>
listing-paragraph: அமைப்பாளர் - புதுப்பெருவை இணைவேந்தராமன், ஏ. கி. கீ எம். ஏ, எண் 257/3 நடுத்தெரு, அத்தியூர் திருவாதி & அஞ்சல், வானூர் வட்டம், விழுப்புரம் மாவட்டம். <box>1090 2298 1418 2346</box>
listing-paragraph: தலைவர் - பி. அருண், 3/142 சொக்கநாதபுரம், பொன்மலைபாளையம், எஸ். கொந்தளம், பரமத்தி வேலூர், நாமக்கல். <box>1090 763 1418 810</box>
signature-city: சென்னை 18. <box>1090 2523 1166 2537</box>
signatory-wing: தி.மு.க. பொறியாளர் அணி <box>1177 2559 1332 2574</box>
listing-paragraph: துணைத் தலைவர் - கு. அரசுராஜ், 83, தெற்கு தெரு, கூவேலக்குண்ம் கிராமம், கீழ்ப்பெண்ணாத்தூர் வட்டம், திருவண்ணாமலை மாவட்டம். <box>26 1415 354 1463</box>
section-gap <box>736 1492 1063 1502</box>
listing-paragraph: அமைப்பாளர் - பா. கமலாசர், துளசி நகர், கண்டியன் தெரு, பட்டுக்கோட்டை - 614601, தஞ்சை மாவட்டம். <box>381 349 708 380</box>
section-gap <box>26 1651 353 1660</box>
section-gap <box>1091 1641 1418 1650</box>
listing-paragraph: துணைத் தலைவர் - கா. சிவக்குமார், 6/776 தீ நகர், இருமெனி, இராஜபாளையம். <box>736 1538 1063 1568</box>
section-gap <box>26 1106 353 1115</box>
listing-paragraph: தலைவர் - பி. கோபிநாத், குர்ரம் சேவுய தெரு, பிச்சனூர், குடியாத்தம். <box>26 690 354 721</box>
listing-paragraph: துணைத் தலைவர் - நா. அன்புச்செல்வன், 6/166 தேனி மெயின் ரோடு, நாகமலைப்புதுக்கோட்டை, மதுரை. <box>736 1273 1063 1304</box>
section-gap <box>381 550 708 560</box>
listing-paragraph: துணைத் தலைவர் - த. நடராஜன், ஏ10, ஜெய்நகர், திருச்சி 13. <box>381 1121 708 1152</box>
listing-paragraph: துணை அமைப்பாளர்கள் - டி. திருநாவுக்கரசு, காளியம்மன்கோயில் தெரு, விசலூர், கும்பகோணம் தாலுக்கா, ஆ. சுடுகுமார், 1/74, மெயின் ரோடு, கல்லூர், கும்பகோணம், இ. குமார், குயவர் சந்தெரு, கீழ்க்காக்குடி, பாபநாசம், எஸ். மெவேந்திரன், 55, ஆற்றங்கரைத் தெரு, அணைக்குடி, திருவையாறு, ஏ. வள்ளிகண்ணன், 19, திருமஞ்சன வீதி, தாராசுரம். <box>381 153 708 266</box>
listing-paragraph: அமைப்பாளர் - டாக்டர்.அர்சால், நீர், வி. கே. சாலை, சுவ வன் பேட்டை, வேலூர். <box>26 760 354 790</box>
column-body <box>381 73 708 2173</box>
listing-paragraph: அமைப்பாளர் - எஸ். சுருணாமூர்த்தி, 56, ஜெ. நகர் சக்தி தெரு கவுந்தப்பாடி, பவானி. <box>1090 1011 1418 1042</box>
listing-paragraph: துணை அமைப்பாளர்கள் - எஸ். சிவக்குமார், 550, மெயின் ரோடு, கோபிச்செட்டிபாளையம், வி. பரமேஸ்வரன், 30, மாதவி தெரு, புளியம்பட்டி சத்தியமங்கலம், கே. ஏ. முத்துச்செல்வன், 4/125 அண்ணா வீதி வெள்ளக்கோவில் (அ) கோபி, ஏ. பவனி செல்வம், கணக்கம்பாளையம் (அ), பு. என். பாளையம், கோபி, பி. சதீஷ், சத்தி - அத்தாணி ரோடு, பு. என். பாளையம். <box>1090 1045 1418 1159</box>
listing-paragraph: அமைப்பாளர் - ப. சுப்பு சுந்திரசேகர், 74, பன்னாரக்குர் ரோட்டுத் தெரு, சிதம்பரம், கடலூர் மாவட்டம். <box>1090 568 1418 599</box>
listing-paragraph: அமைப்பாளர் - ஆ. சசிகுமார், 18, எண்முனா நகர் விரிவாக்கம், அசோக்நகர், காஞ்சிபுரம். <box>26 495 354 526</box>
listing-paragraph: துணைத் தலைவர் - கு. கோபால்சாமி, 1.86 காரைச்சாலி, முத்துநாயக்கன்பட்டி, சேலம். <box>381 1843 708 1874</box>
listing-paragraph: தலைவர் - எஸ். லோவிந்தராஜ், 5/278, சிகராஅள்ளி, அஞ்சன் அள்ளி அஞ்சல், பென்னாகரம் வட்டம், தருமபுரி. <box>1090 1948 1418 1979</box>
listing-paragraph: துணைத் தலைவர் - க. ராஜேஷ்பெமார், ஆய்க்குடி அஞ்சல், குன்னம் வட்டம், பெரம்பலூர் மாவட்டம். <box>1090 1223 1418 1255</box>
listing-paragraph: துணை அமைப்பாளர்கள் - க. பழனிவேல், 11, நடேசன் தெரு பெருநாயுடு தெருவிரிவு, வந்தவாசி, திருவண்ணாமலை மாவட்டம், தமிழ்குமாரன், மேல்நகர், ஆரணி, திருவண்ணாமலை மாவட்டம், எம். குமார், வடமாதிமங்கலம், போளூர், திருவண்ணாமலை மாவட்டம், ஸ்ரீதர், மனோஜ்நதெரு, செய்யாறு, திருவண்ணாமலை மாவட்டம், கலைச்செல்வன், 1/1 பவர் நெரு, வடதேவநிபாளையம், அனப்புத்தூர் அஞ்சல். <box>26 1237 354 1367</box>
listing-paragraph: அமைப்பாளர் - பா. கிருபாகரன், 3/170 அம்மன் நகர், வளந்தபுரம் (அ) நாமக்கல் (தா), நாமக்கல் மாவட்டம், 637002. <box>381 2039 708 2087</box>
listing-paragraph: தலைவர் - எஸ். ஜெயராஜா, 7-110, கூத்தப்பனம்பட்டி, நாவினிப்பட்டி, மேலூர், மதுரை. <box>736 975 1063 1005</box>
listing-paragraph: துணை அமைப்பாளர்கள் - எஸ். தினேஷ்பாபு, 90, 5வது குறுக்கு தெரு, சக்தி வேல் நகர், பெரவல்லூர், கொளத்தூர், சென்னை-82, டி.முல்லைச்செல்வன், 1/1, பி.ஆர்.கார்டன், பிராட்வே, சென்னை10, எஸ். பிரவீன்குமார், எஸ் 53, கந்தப்பந்து புரவைக்கம், சென்னை-7, டி. சுரேஷ்தேவி, 48/17 சுப்ரமணியன்முத்து தெரு, நம்மாழ்வார்பேட்டை, சென்னை 12, டி.கே. ஹரிபிரசாத், 67/26 சுப்ரமண 4வது தெரு, நம்மாழ்வார்பேட்டை, சென்னை-12. <box>26 266 354 396</box>
listing-paragraph: துணைத் தலைவர் - தணிகை வி. அரசு, வி. 3 வஞ்சியம்மன் கோயில் தெரு, சிறுகாத்தூர் கிராமம், சிலாவட்டம் ஊராட்சி, மதுராந்தகம். <box>26 444 354 491</box>
listing-paragraph: துணை அமைப்பாளர்கள் - இ. கிருஷ்ணராஜ், ஜே. வெற்றிச்செல்வன், 161 14 சேலம் மெயின் ரோடு, பொ. மல்லாபுரம், பாப்பிரெட்டிப்பட்டி (வ), தருமபுரி மாவட்டம், இ. வரதகான், ரயில்வேலைன் கீழ் பகுதி, மொரப்பூர், அரூர் (வ), தருமபுரி மாவட்டம், ஆர். பார்த்திபன், அண்ணாமலை அள்ளி, அனுமந்தபுரம் (அ), பாலக்கோடு (வ), தருமபுரி மாவட்டம் 636 805, எம். பழனிசாமி, 2306, கோணைம்பட்டி (தி) வெள்ளாளப்பட்டி (அ), தருமபுரி (வ) மாவட்டம் 635 202, சி. கோவிந்தசாமி, வெளாம்பட்டி புதூர், தருமபுரி மாவட்டம் 635202. <box>736 322 1063 485</box>
listing-paragraph: துணை அமைப்பாளர்கள் - கே. சுவேசுசர், தீவட்டிப்பட்டிஜர்லை மரக் ரோடு, காடையாம்பட்டி (வ), பா. பிருந்தாசன், 62, ஏறர் கல்லாங்குத்தூசர், கன்னியாபுரம், சேலம், சி. சங்கீத், காங்கர், 13/44, 13வது வார்டு, கருப்பூர் சேலம், எம். மோகன்ராஜ், செவலைவ, தாநாமங்கலம், ஓமலூர், சேலம், எஸ்.காந்தீஸ்வ, 1/431 அம்மன் கோவில்பட்டி, பெரியேரிப்பட்டி, ஓமலூர். <box>381 1912 708 2026</box>
section-gap <box>1091 1000 1418 1009</box>
listing-paragraph: துணை அமைப்பாளர்கள் - ஆர். கௌதம், 162, சுசீசர் தெரு, வேலூர் ரோடு, திருச்செங்கோடு, நாமக்கல், எஸ். என். லலித்குமார், 1/ வீரணம்பாளையம், பரமத்தி வேலூர், நாமக்கல், சுரேஷ், சித்தாளந்தூர், திருச்செங்கோடு, நாமக்கல், ஏ. எஸ். கார்த்திக், 1/30 கரிச்சிபாளையம், கோளாரம், பரமத்தி வேலூர், நாமக்கல், பெ. சுதர்சன், 30, ஏ. சி. சேலம் மெயின் ரோடு, குமாரபாளையம், நாமக்கல். <box>1090 883 1418 997</box>
listing-paragraph: தலைவர் - எஸ். ஆர். காந்தீஸ்வரன், பள்ளிப்பட்டி அஞ்சல், மேட்டூர் வட்டம், சேலம் மாவட்டம் - 636 458. <box>381 1494 708 1526</box>
listing-paragraph: அமைப்பாளர் - எம். விமாலீமன், 235/8, நெடுநோவிஜிவின் தெரு, காமராஜ் நகர், திருச்சி. <box>381 1156 708 1186</box>
listing-paragraph: அமைப்பாளர் - பா. அன்புநகன், 4/191/5 முத்து மாம், 5வது தெரு, முத்தம்மாள் காலனி, தூத்துக்குடி. <box>736 2093 1063 2124</box>
listing-paragraph: துணை அமைப்பாளர்கள் - எஸ். தட்சணாமூர்த்தி, பேரம்பாக்கம், கே. ஆர். தேஜா, வேலஞ்சேரி, கே. மோகேஷ், பாங்காபுரம், திருத்தணி, கே. சக்திவந்தியம், காளம்பட்டி, மர்ரன்மேத்து, திருவள்ளூர், தண்டலம், எல். கவந்தி நகர், 3, 60 அருமாமை, திருவள்ளூர். <box>1090 1557 1418 1638</box>
listing-paragraph: அமைப்பாளர் - பூ. ஆப்பிரேக் சின்னசாமி, 1/95 நாயக்கனூர், சந்தியநதபுரம், பென்னாகரம் வட்டம், தருமபுரி மாவட்டம். <box>1090 2018 1418 2065</box>
listing-paragraph: தலைவர் - ச. ராஜசேகரன், 2/36 வடக்குத்தெரு ஆண்டிபட்டி அஞ்சல், திருமங்கலம் வட்டம், மதுரை. <box>736 1239 1063 1269</box>
listing-paragraph: துணைத் தலைவர் - ரு. சி. சி. ராஜா, 160 நாராணிக்கோட்டை, பேராவூரணி வட்டம், 614 804. <box>381 314 708 345</box>
listing-paragraph: அமைப்பாளர் - இராஜா. இ.ர.முத். 38-1902, இராமச்சந்திரபுரத் தெரு, இராஜபுரம் (வ), கும்பகோணம். <box>381 118 708 149</box>
section-gap <box>381 831 708 841</box>
listing-paragraph: துணை அமைப்பாளர்கள் - சு. சண்முகம், தானிப்பாடி, தண்டராம்பட்டு வட்டம், திருவண்ணாமலை மாவட்டம், ஏ.ஜி. திண்ணப்பு, 14/46ஆநீசவைமாண்டு, கோமதிகோவில்தெரு, திருவண்ணாமலை மாவட்டம், பி. குயிலம் கிராமம், தண்டராம்பட்டு வட்டம், திருவண்ணாமலை மாவட்டம், ஏ. மணிமுரசுஜி.எஸ்.ஏ.பாண்டியன், புதுப்பாளையம் & அஞ்சல், செங்கம் வட்டம், திருவண்ணாமலை மாவட்டம், மு.பண்சீத், விபி. சோமசுந்தரம், 32/8/1 வேட்டவலம் ரோடு, திருவண்ணாமலை. <box>26 1501 354 1648</box>
listing-paragraph: துணைத் தலைவர் - பெ. சென்றாயபெருமாள், 2, 1 எண் 2/160, புதுவாசேலை, தபாலகாசமட்ரிகுடி, இலட்சமிபுரம், கட்டலைக்குடி (அ) ஒட்டப்பிடாரம். <box>736 2042 1063 2090</box>
section-gap <box>736 769 1063 779</box>
listing-paragraph: தலைவர் - செ. சத்தியராஜ், இரா. கி. பேட்டை, திருத்தணி. <box>1103 1505 1407 1519</box>
column-body <box>26 161 353 2159</box>
listing-paragraph: அமைப்பாளர் - டி. அரவிந்தராம் பி.இ. வடக்கனந்தல், சின்னசேலம் தாலுகா, கள்ளக்குறிச்சி மாவட்டம். <box>26 1747 354 1778</box>
listing-paragraph: தலைவர் - ஜி. பி. ஸ்ரீராமன், டி. எம். இ. 35, பெரிய வாதவர் தெரு, புவனகிரி (அ), புவனகிரி வட்டம், கடலூர் (மா). <box>1090 466 1418 513</box>
